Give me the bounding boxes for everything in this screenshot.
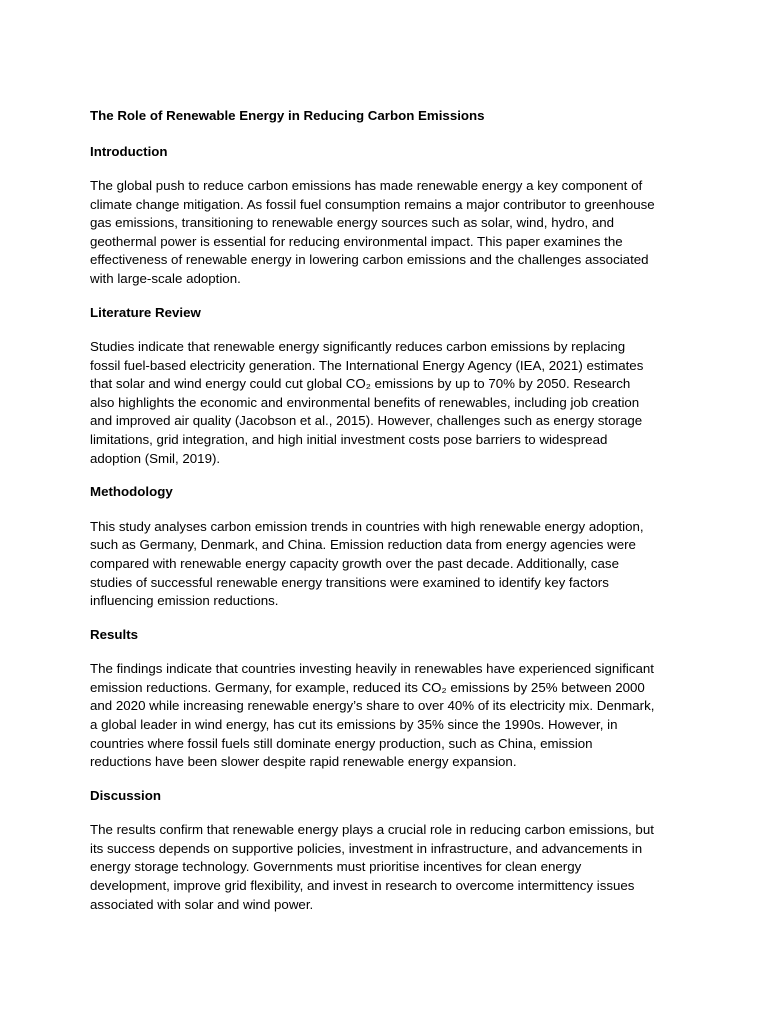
paragraph-line: such as Germany, Denmark, and China. Emission reduction data from energy agencies were: [90, 537, 636, 553]
paragraph-line: reductions have been slower despite rapid renewable energy expansion.: [90, 754, 517, 770]
paragraph-line: emission reductions. Germany, for example, reduced its CO₂ emissions by 25% between 2000: [90, 679, 645, 695]
paragraph-line: effectiveness of renewable energy in lowering carbon emissions and the challenges associated: [90, 252, 649, 268]
paragraph-line: The findings indicate that countries investing heavily in renewables have experienced significant: [90, 661, 654, 677]
paragraph-line: climate change mitigation. As fossil fuel consumption remains a major contributor to greenhouse: [90, 196, 655, 212]
paragraph-line: and 2020 while increasing renewable energy’s share to over 40% of its electricity mix. Denmark,: [90, 698, 655, 714]
section-paragraph-results: [90, 660, 690, 772]
section-paragraph-discussion: [90, 821, 690, 914]
paragraph-line: development, improve grid flexibility, and invest in research to overcome intermittency issues: [90, 878, 635, 894]
section-heading-literature-review: Literature Review: [90, 304, 201, 320]
section-heading-results: Results: [90, 626, 139, 642]
paragraph-line: adoption (Smil, 2019).: [90, 450, 221, 466]
paragraph-line: that solar and wind energy could cut global CO₂ emissions by up to 70% by 2050. Research: [90, 376, 631, 392]
paragraph-line: also highlights the economic and environmental benefits of renewables, including job creation: [90, 394, 640, 410]
paragraph-line: limitations, grid integration, and high initial investment costs pose barriers to widespread: [90, 432, 608, 448]
paragraph-line: compared with renewable energy capacity growth over the past decade. Additionally, case: [90, 555, 619, 571]
paragraph-line: fossil fuel-based electricity generation. The International Energy Agency (IEA, 2021) estimates: [90, 357, 644, 373]
paragraph-line: The results confirm that renewable energy plays a crucial role in reducing carbon emissions, but: [90, 822, 654, 838]
paragraph-line: and improved air quality (Jacobson et al., 2015). However, challenges such as energy storage: [90, 413, 643, 429]
section-paragraph-methodology: [90, 518, 690, 611]
paragraph-line: energy storage technology. Governments must prioritise incentives for clean energy: [90, 859, 582, 875]
paragraph-line: influencing emission reductions.: [90, 593, 279, 609]
document-title: The Role of Renewable Energy in Reducing Carbon Emissions: [90, 108, 485, 123]
section-paragraph-introduction: [90, 177, 690, 289]
paragraph-line: a global leader in wind energy, has cut its emissions by 35% since the 1990s. However, in: [90, 716, 618, 732]
paragraph-line: This study analyses carbon emission trends in countries with high renewable energy adoption,: [90, 518, 644, 534]
paragraph-line: countries where fossil fuels still dominate energy production, such as China, emission: [90, 735, 593, 751]
paragraph-line: with large-scale adoption.: [90, 270, 241, 286]
paragraph-line: The global push to reduce carbon emissions has made renewable energy a key component of: [90, 178, 643, 193]
paragraph-line: associated with solar and wind power.: [90, 896, 314, 912]
section-heading-discussion: Discussion: [90, 787, 161, 803]
paragraph-line: its success depends on supportive policies, investment in infrastructure, and advancements in: [90, 840, 643, 856]
section-heading-methodology: Methodology: [90, 484, 173, 500]
section-heading-introduction: Introduction: [90, 143, 168, 159]
paragraph-line: geothermal power is essential for reducing environmental impact. This paper examines the: [90, 233, 623, 249]
document-page: [90, 107, 690, 929]
paragraph-line: Studies indicate that renewable energy significantly reduces carbon emissions by replacing: [90, 339, 626, 355]
paragraph-line: studies of successful renewable energy transitions were examined to identify key factors: [90, 574, 609, 590]
paragraph-line: gas emissions, transitioning to renewable energy sources such as solar, wind, hydro, and: [90, 215, 615, 231]
section-paragraph-literature-review: [90, 338, 690, 468]
